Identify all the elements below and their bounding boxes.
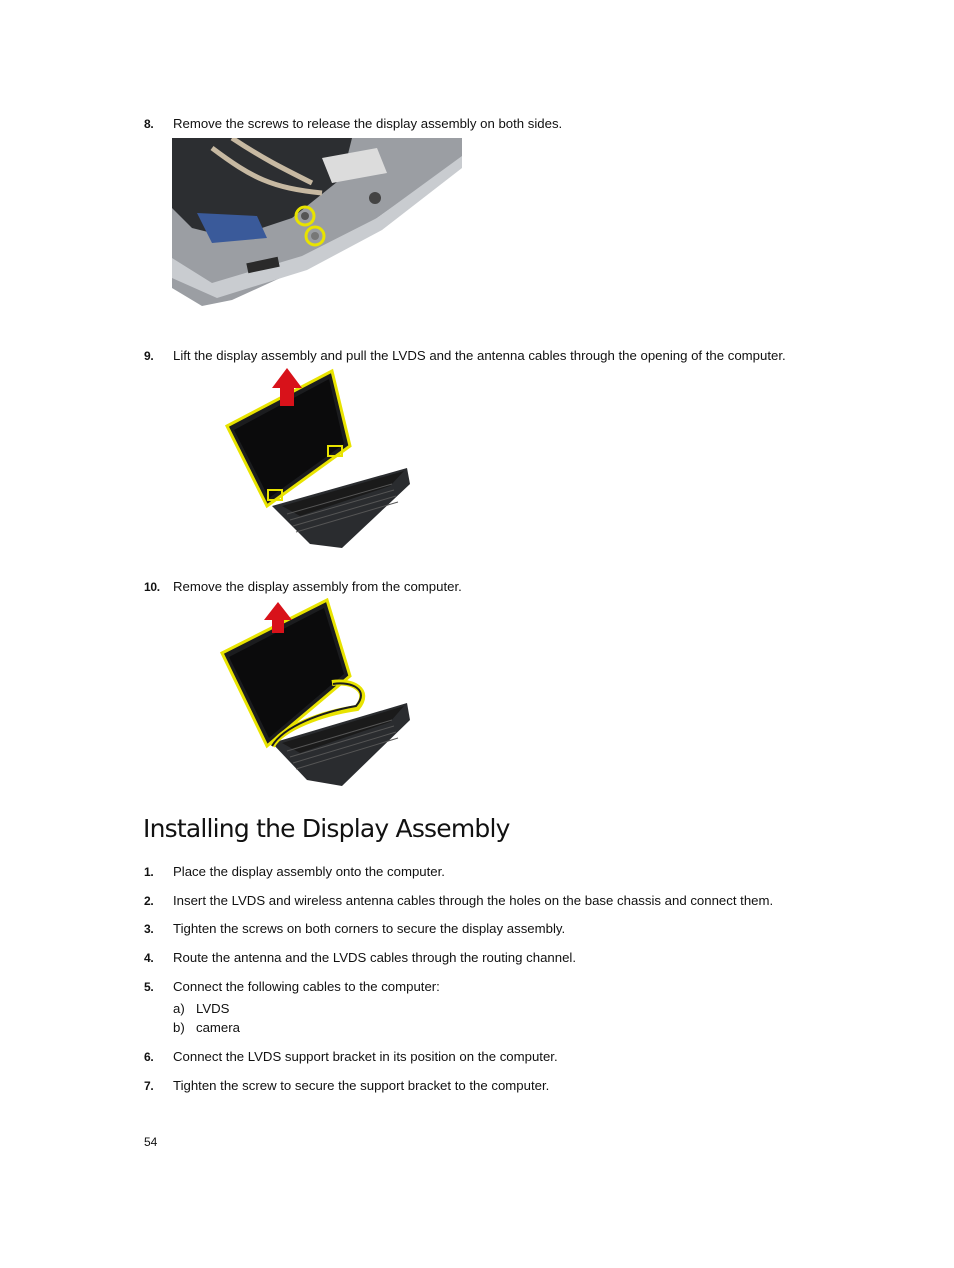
- step-text: Connect the following cables to the computer:: [173, 979, 440, 994]
- list-letter: a): [173, 1001, 185, 1016]
- step-text: Tighten the screw to secure the support bracket to the computer.: [173, 1078, 550, 1093]
- step-text: Remove the display assembly from the computer.: [173, 579, 462, 594]
- list-text: LVDS: [196, 1001, 230, 1016]
- step-number: 5.: [144, 980, 154, 994]
- step-text: Connect the LVDS support bracket in its position on the computer.: [173, 1049, 558, 1064]
- remove-display-photo: [172, 598, 412, 796]
- step-number: 3.: [144, 922, 154, 936]
- step-number: 4.: [144, 951, 154, 965]
- step-number: 2.: [144, 894, 154, 908]
- step-number: 1.: [144, 865, 154, 879]
- section-title: Installing the Display Assembly: [143, 814, 510, 843]
- step-text: Route the antenna and the LVDS cables through the routing channel.: [173, 950, 576, 965]
- step-number: 8.: [144, 117, 154, 131]
- list-letter: b): [173, 1020, 185, 1035]
- step-number: 6.: [144, 1050, 154, 1064]
- step-text: Insert the LVDS and wireless antenna cables through the holes on the base chassis and connect them.: [173, 893, 774, 908]
- page-number: 54: [144, 1135, 158, 1149]
- step-number: 7.: [144, 1079, 154, 1093]
- lift-display-photo: [172, 366, 412, 564]
- cable-list-item-lvds: [173, 1001, 229, 1017]
- step-number: 10.: [144, 580, 160, 594]
- step-text: Remove the screws to release the display assembly on both sides.: [173, 116, 563, 131]
- cable-list-item-camera: [173, 1020, 240, 1036]
- step-text: Place the display assembly onto the computer.: [173, 864, 445, 879]
- screws-photo: [172, 138, 462, 308]
- list-text: camera: [196, 1020, 240, 1035]
- step-text: Lift the display assembly and pull the LVDS and the antenna cables through the opening of the computer.: [173, 348, 786, 363]
- step-number: 9.: [144, 349, 154, 363]
- step-text: Tighten the screws on both corners to secure the display assembly.: [173, 921, 566, 936]
